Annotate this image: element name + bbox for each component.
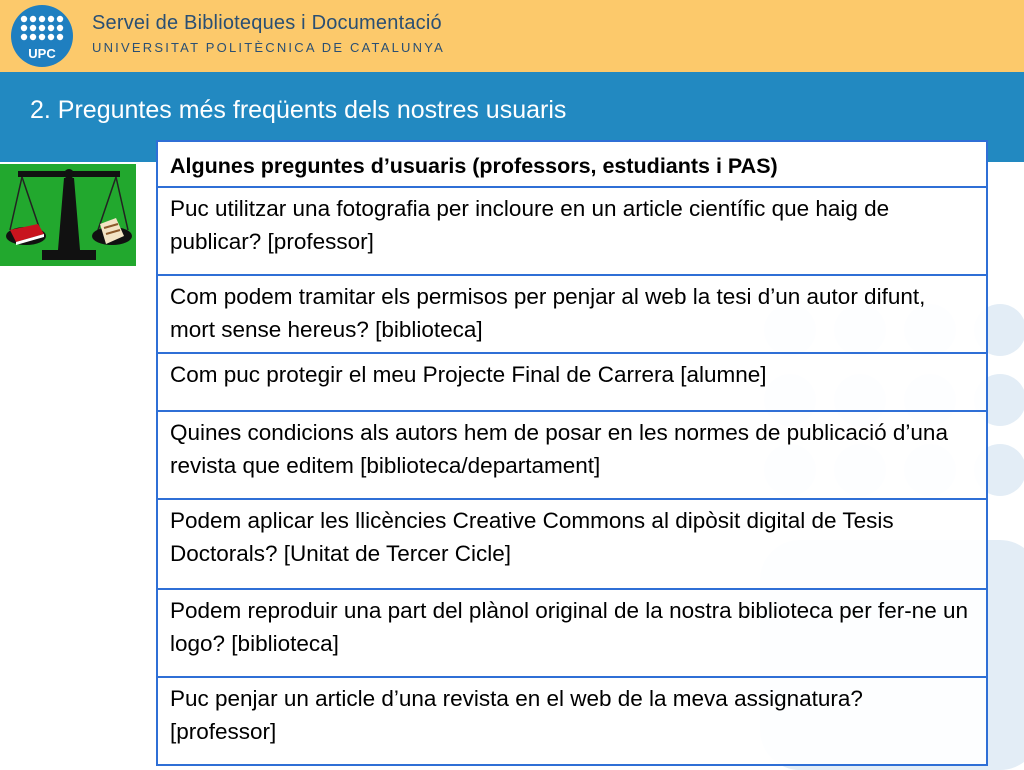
questions-table	[156, 140, 988, 766]
table-row: Com podem tramitar els permisos per penjar al web la tesi d’un autor difunt, mort sense hereus? [biblioteca]	[158, 276, 986, 354]
table-row: Com puc protegir el meu Projecte Final de Carrera [alumne]	[158, 354, 986, 412]
table-row: Puc penjar un article d’una revista en el web de la meva assignatura? [professor]	[158, 678, 986, 766]
header-band	[0, 0, 1024, 72]
slide-title: 2. Preguntes més freqüents dels nostres usuaris	[30, 96, 567, 124]
upc-logo-icon	[10, 4, 74, 68]
table-row: Puc utilitzar una fotografia per incloure en un article científic que haig de publicar? [professor]	[158, 188, 986, 276]
table-row: Quines condicions als autors hem de posar en les normes de publicació d’una revista que editem [biblioteca/departament]	[158, 412, 986, 500]
scales-of-justice-icon	[0, 164, 136, 266]
table-row: Podem reproduir una part del plànol original de la nostra biblioteca per fer-ne un logo? [biblioteca]	[158, 590, 986, 678]
logo-text: UPC	[28, 46, 56, 61]
table-header: Algunes preguntes d’usuaris (professors, estudiants i PAS)	[158, 142, 986, 188]
brand-name: Servei de Biblioteques i Documentació	[92, 12, 442, 34]
table-row: Podem aplicar les llicències Creative Commons al dipòsit digital de Tesis Doctorals? [Unitat de Tercer Cicle]	[158, 500, 986, 590]
brand-university: UNIVERSITAT POLITÈCNICA DE CATALUNYA	[92, 40, 445, 55]
